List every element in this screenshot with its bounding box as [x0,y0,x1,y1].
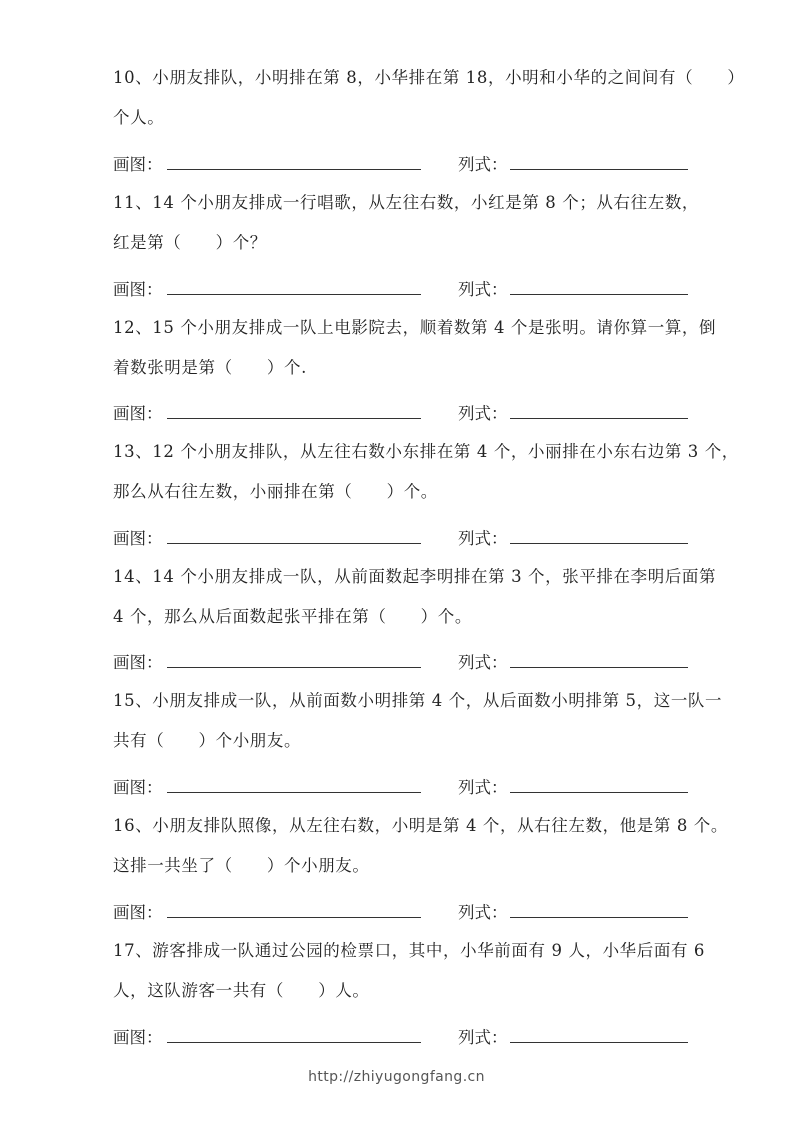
problem-11 [113,183,763,263]
formula-label: 列式： [458,903,508,922]
formula-label: 列式： [458,778,508,797]
formula-label: 列式： [458,404,508,423]
draw-blank-line[interactable] [167,792,421,793]
problem-text-line: 红是第（ ）个？ [113,233,267,252]
problem-text-line: 个人。 [113,108,165,127]
draw-blank-line[interactable] [167,667,421,668]
answer-row-11 [113,272,763,302]
formula-label: 列式： [458,280,508,299]
problem-text-line: 这排一共坐了（ ）个小朋友。 [113,856,370,875]
formula-blank-line[interactable] [510,917,688,918]
footer-url: http://zhiyugongfang.cn [308,1069,485,1085]
draw-label: 画图： [113,280,163,299]
problem-text-line: 17、游客排成一队通过公园的检票口，其中，小华前面有 9 人，小华后面有 6 [113,941,706,960]
problem-12 [113,308,763,388]
answer-row-10 [113,147,763,177]
answer-row-13 [113,521,763,551]
formula-label: 列式： [458,1028,508,1047]
formula-label: 列式： [458,653,508,672]
formula-blank-line[interactable] [510,294,688,295]
formula-blank-line[interactable] [510,1042,688,1043]
problem-text-line: 那么从右往左数，小丽排在第（ ）个。 [113,482,438,501]
draw-blank-line[interactable] [167,543,421,544]
answer-row-17 [113,1020,763,1050]
formula-label: 列式： [458,529,508,548]
draw-blank-line[interactable] [167,917,421,918]
problem-text-line: 16、小朋友排队照像，从左往右数，小明是第 4 个，从右往左数，他是第 8 个。 [113,816,728,835]
problem-text-line: 人，这队游客一共有（ ）人。 [113,981,370,1000]
problem-text-line: 15、小朋友排成一队，从前面数小明排第 4 个，从后面数小明排第 5，这一队一 [113,691,723,710]
answer-row-14 [113,645,763,675]
problem-text-line: 着数张明是第（ ）个. [113,358,307,377]
problem-text-line: 14、14 个小朋友排成一队，从前面数起李明排在第 3 个，张平排在李明后面第 [113,567,717,586]
problem-text-line: 4 个，那么从后面数起张平排在第（ ）个。 [113,607,472,626]
problem-text-line: 共有（ ）个小朋友。 [113,731,302,750]
answer-row-12 [113,396,763,426]
formula-blank-line[interactable] [510,418,688,419]
draw-label: 画图： [113,653,163,672]
draw-blank-line[interactable] [167,418,421,419]
problem-16 [113,806,763,886]
problem-text-line: 13、12 个小朋友排队，从左往右数小东排在第 4 个，小丽排在小东右边第 3 个， [113,442,739,461]
draw-label: 画图： [113,1028,163,1047]
problem-text-line: 11、14 个小朋友排成一行唱歌，从左往右数，小红是第 8 个；从右往左数， [113,193,700,212]
problem-text-line: 12、15 个小朋友排成一队上电影院去，顺着数第 4 个是张明。请你算一算，倒 [113,318,717,337]
problem-10 [113,58,763,138]
formula-label: 列式： [458,155,508,174]
formula-blank-line[interactable] [510,543,688,544]
problem-text-line: 10、小朋友排队，小明排在第 8，小华排在第 18，小明和小华的之间间有（ ） [113,68,745,87]
answer-row-15 [113,770,763,800]
answer-row-16 [113,895,763,925]
draw-label: 画图： [113,903,163,922]
draw-blank-line[interactable] [167,169,421,170]
formula-blank-line[interactable] [510,792,688,793]
problem-15 [113,681,763,761]
problem-17 [113,931,763,1011]
formula-blank-line[interactable] [510,169,688,170]
draw-label: 画图： [113,529,163,548]
draw-label: 画图： [113,404,163,423]
draw-label: 画图： [113,155,163,174]
problem-14 [113,557,763,637]
formula-blank-line[interactable] [510,667,688,668]
draw-blank-line[interactable] [167,294,421,295]
problem-13 [113,432,763,512]
draw-label: 画图： [113,778,163,797]
draw-blank-line[interactable] [167,1042,421,1043]
